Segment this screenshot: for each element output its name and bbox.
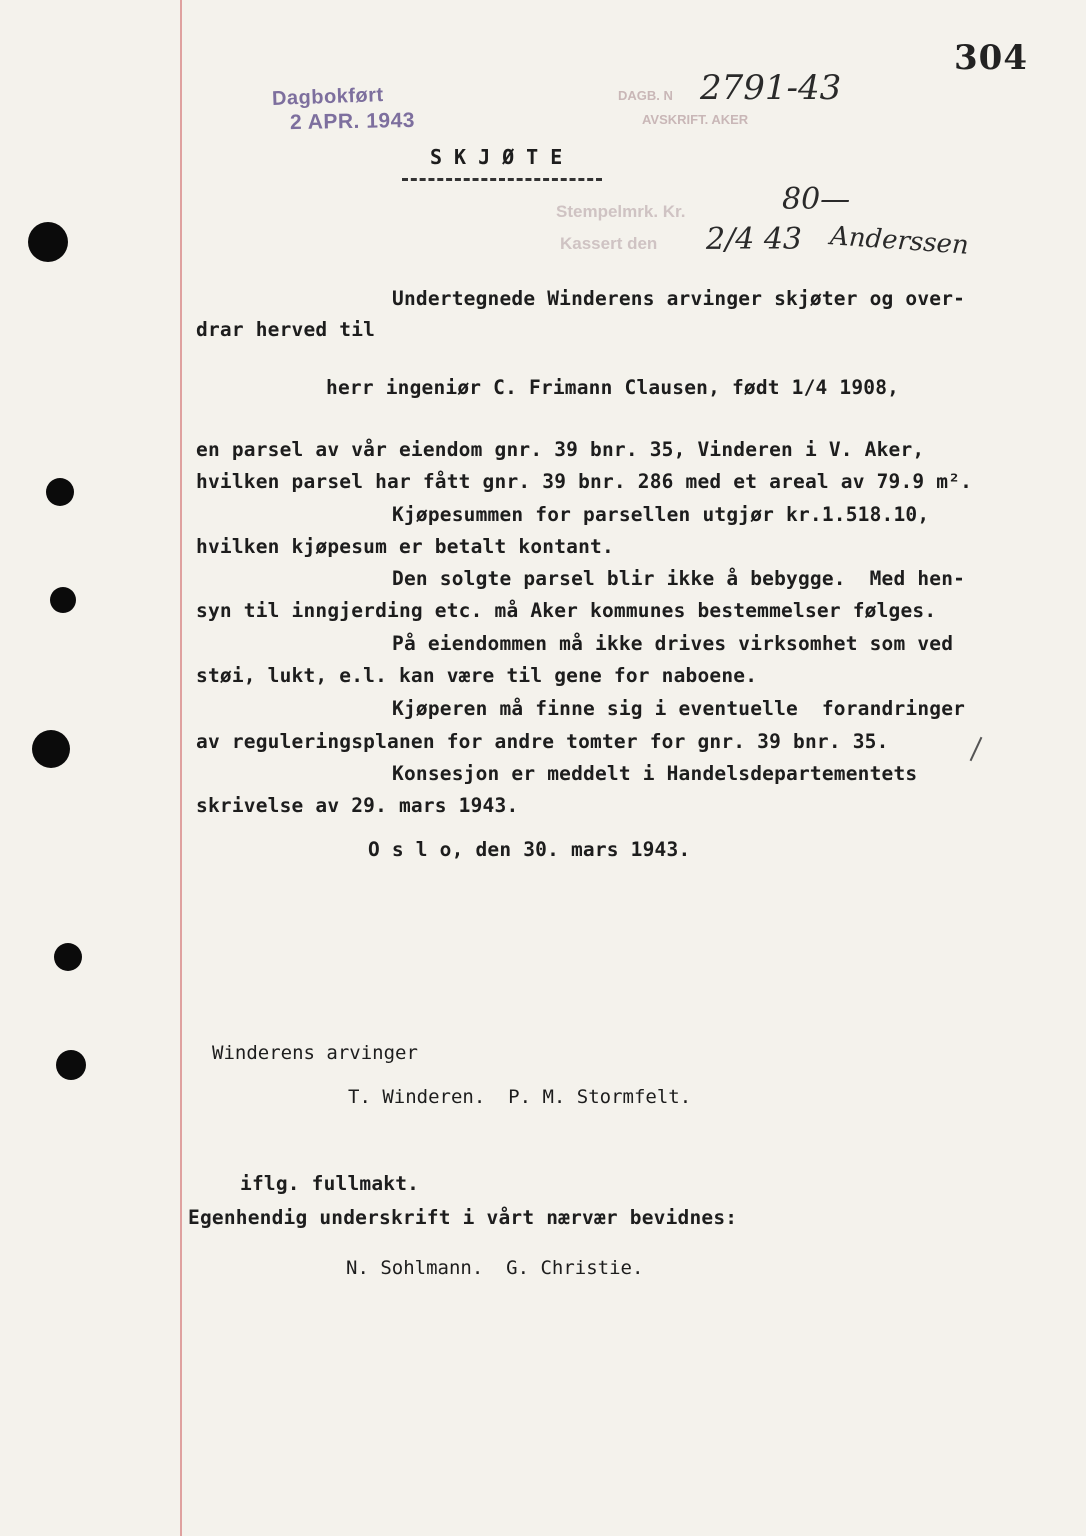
proxy-note: iflg. fullmakt.	[240, 1172, 420, 1195]
body-line: Kjøperen må finne sig i eventuelle forandringer	[392, 697, 966, 720]
document-title: SKJØTE	[430, 145, 575, 169]
punch-hole	[46, 478, 74, 506]
handwritten-journal-number: 2791-43	[700, 68, 842, 108]
pen-tick-mark	[970, 737, 983, 761]
body-line: støi, lukt, e.l. kan være til gene for naboene.	[196, 664, 758, 687]
handwritten-fee: 80—	[782, 182, 851, 217]
punch-hole	[50, 587, 76, 613]
fee-stamp-line2: Kassert den	[560, 234, 658, 253]
body-line: skrivelse av 29. mars 1943.	[196, 794, 519, 817]
body-line: hvilken kjøpesum er betalt kontant.	[196, 535, 614, 558]
body-line: På eiendommen må ikke drives virksomhet som ved	[392, 632, 954, 655]
title-underline	[402, 178, 602, 181]
witness-statement: Egenhendig underskrift i vårt nærvær bevidnes:	[188, 1206, 738, 1229]
body-line: syn til inngjerding etc. må Aker kommunes bestemmelser følges.	[196, 599, 937, 622]
body-line: drar herved til	[196, 318, 376, 341]
party-name: Winderens arvinger	[212, 1042, 418, 1064]
body-line: en parsel av vår eiendom gnr. 39 bnr. 35, Vinderen i V. Aker,	[196, 438, 925, 461]
punch-hole	[54, 943, 82, 971]
dagbok-stamp-date: 2 APR. 1943	[289, 108, 416, 135]
punch-hole	[56, 1050, 86, 1080]
dagbok-stamp-line1: Dagbokført	[271, 84, 385, 110]
body-line: Konsesjon er meddelt i Handelsdepartementets	[392, 762, 918, 785]
witnesses: N. Sohlmann. G. Christie.	[346, 1257, 644, 1279]
handwritten-signature: Anderssen	[829, 221, 970, 261]
body-line: Kjøpesummen for parsellen utgjør kr.1.518.10,	[392, 503, 930, 526]
body-line: av reguleringsplanen for andre tomter for gnr. 39 bnr. 35.	[196, 730, 889, 753]
punch-hole	[32, 730, 70, 768]
body-line: herr ingeniør C. Frimann Clausen, født 1/4 1908,	[326, 376, 900, 399]
handwritten-date: 2/4 43	[706, 222, 802, 257]
red-margin-line	[180, 0, 182, 1536]
body-line: Den solgte parsel blir ikke å bebygge. Med hen-	[392, 567, 966, 590]
page-number: 304	[954, 38, 1028, 78]
place-date-line: O s l o, den 30. mars 1943.	[368, 838, 691, 861]
signers: T. Winderen. P. M. Stormfelt.	[348, 1086, 692, 1108]
body-line: hvilken parsel har fått gnr. 39 bnr. 286 med et areal av 79.9 m².	[196, 470, 973, 493]
punch-hole	[28, 222, 68, 262]
fee-stamp-line1: Stempelmrk. Kr.	[556, 202, 686, 221]
register-stamp-line2: AVSKRIFT. AKER	[642, 112, 749, 127]
body-line: Undertegnede Winderens arvinger skjøter og over-	[392, 287, 966, 310]
register-stamp-line1: DAGB. N	[618, 88, 673, 103]
